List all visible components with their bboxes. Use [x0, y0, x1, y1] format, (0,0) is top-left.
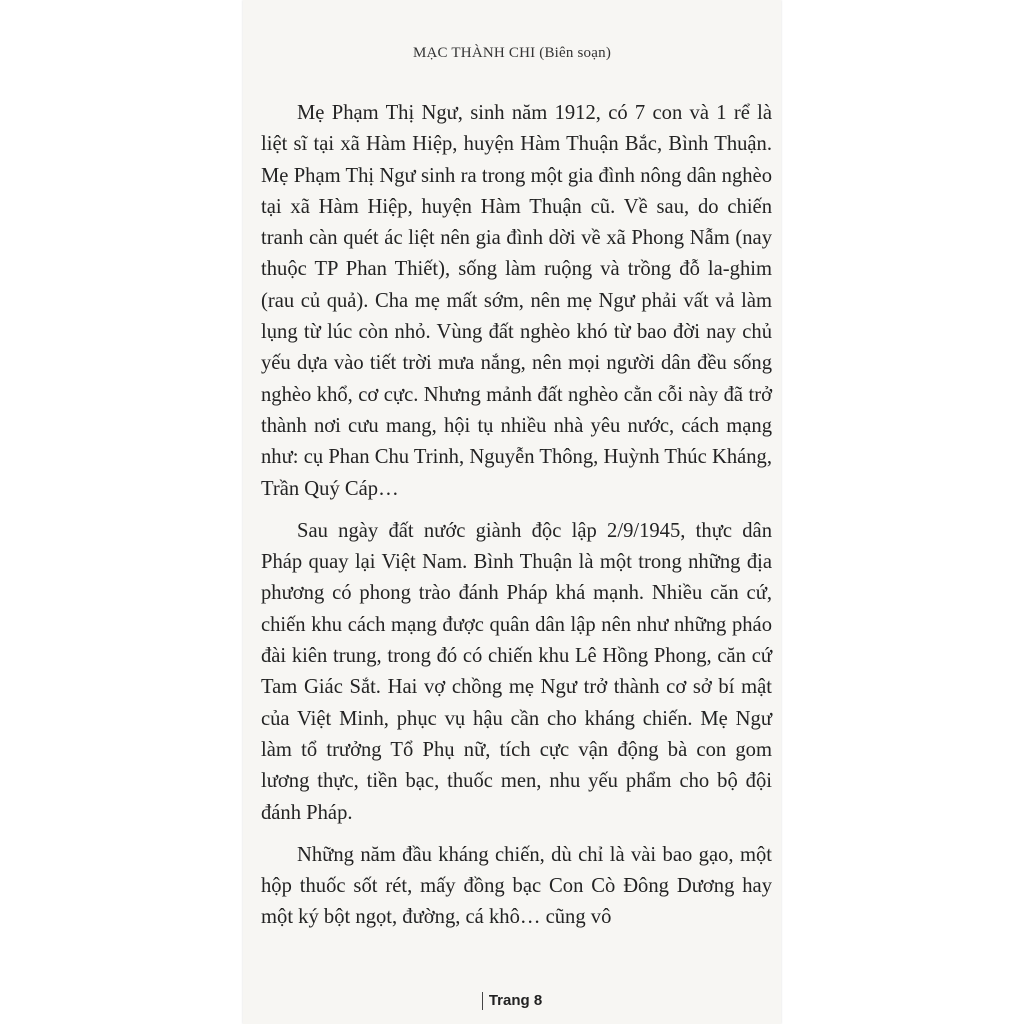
running-header: MẠC THÀNH CHI (Biên soạn) [412, 45, 612, 61]
paragraph: Những năm đầu kháng chiến, dù chỉ là vài bao gạo, một hộp thuốc sốt rét, mấy đồng bạc Con Cò Đông Dương hay một ký bột ngọt, đường, cá khô… cũng vô [261, 843, 772, 929]
footer-divider [482, 992, 483, 1010]
paragraph: Sau ngày đất nước giành độc lập 2/9/1945, thực dân Pháp quay lại Việt Nam. Bình Thuận là một trong những địa phương có phong trào đánh Pháp khá mạnh. Nhiều căn cứ, chiến khu cách mạng được quân dân lập nên như những pháo đài kiên trung, trong đó có chiến khu Lê Hồng Phong, căn cứ Tam Giác Sắt. Hai vợ chồng mẹ Ngư trở thành cơ sở bí mật của Việt Minh, phục vụ hậu cần cho kháng chiến. Mẹ Ngư làm tổ trưởng Tổ Phụ nữ, tích cực vận động bà con gom lương thực, tiền bạc, thuốc men, nhu yếu phẩm cho bộ đội đánh Pháp. [261, 519, 772, 824]
page-number: Trang 8 [488, 992, 543, 1009]
body-text [261, 98, 772, 945]
book-page [243, 0, 781, 1024]
page-footer [243, 992, 781, 1010]
paragraph: Mẹ Phạm Thị Ngư, sinh năm 1912, có 7 con và 1 rể là liệt sĩ tại xã Hàm Hiệp, huyện Hàm Thuận Bắc, Bình Thuận. Mẹ Phạm Thị Ngư sinh ra trong một gia đình nông dân nghèo tại xã Hàm Hiệp, huyện Hàm Thuận cũ. Về sau, do chiến tranh càn quét ác liệt nên gia đình dời về xã Phong Nẫm (nay thuộc TP Phan Thiết), sống làm ruộng và trồng đỗ la-ghim (rau củ quả). Cha mẹ mất sớm, nên mẹ Ngư phải vất vả làm lụng từ lúc còn nhỏ. Vùng đất nghèo khó từ bao đời nay chủ yếu dựa vào tiết trời mưa nắng, nên mọi người dân đều sống nghèo khổ, cơ cực. Nhưng mảnh đất nghèo cằn cỗi này đã trở thành nơi cưu mang, hội tụ nhiều nhà yêu nước, cách mạng như: cụ Phan Chu Trinh, Nguyễn Thông, Huỳnh Thúc Kháng, Trần Quý Cáp… [261, 102, 772, 500]
